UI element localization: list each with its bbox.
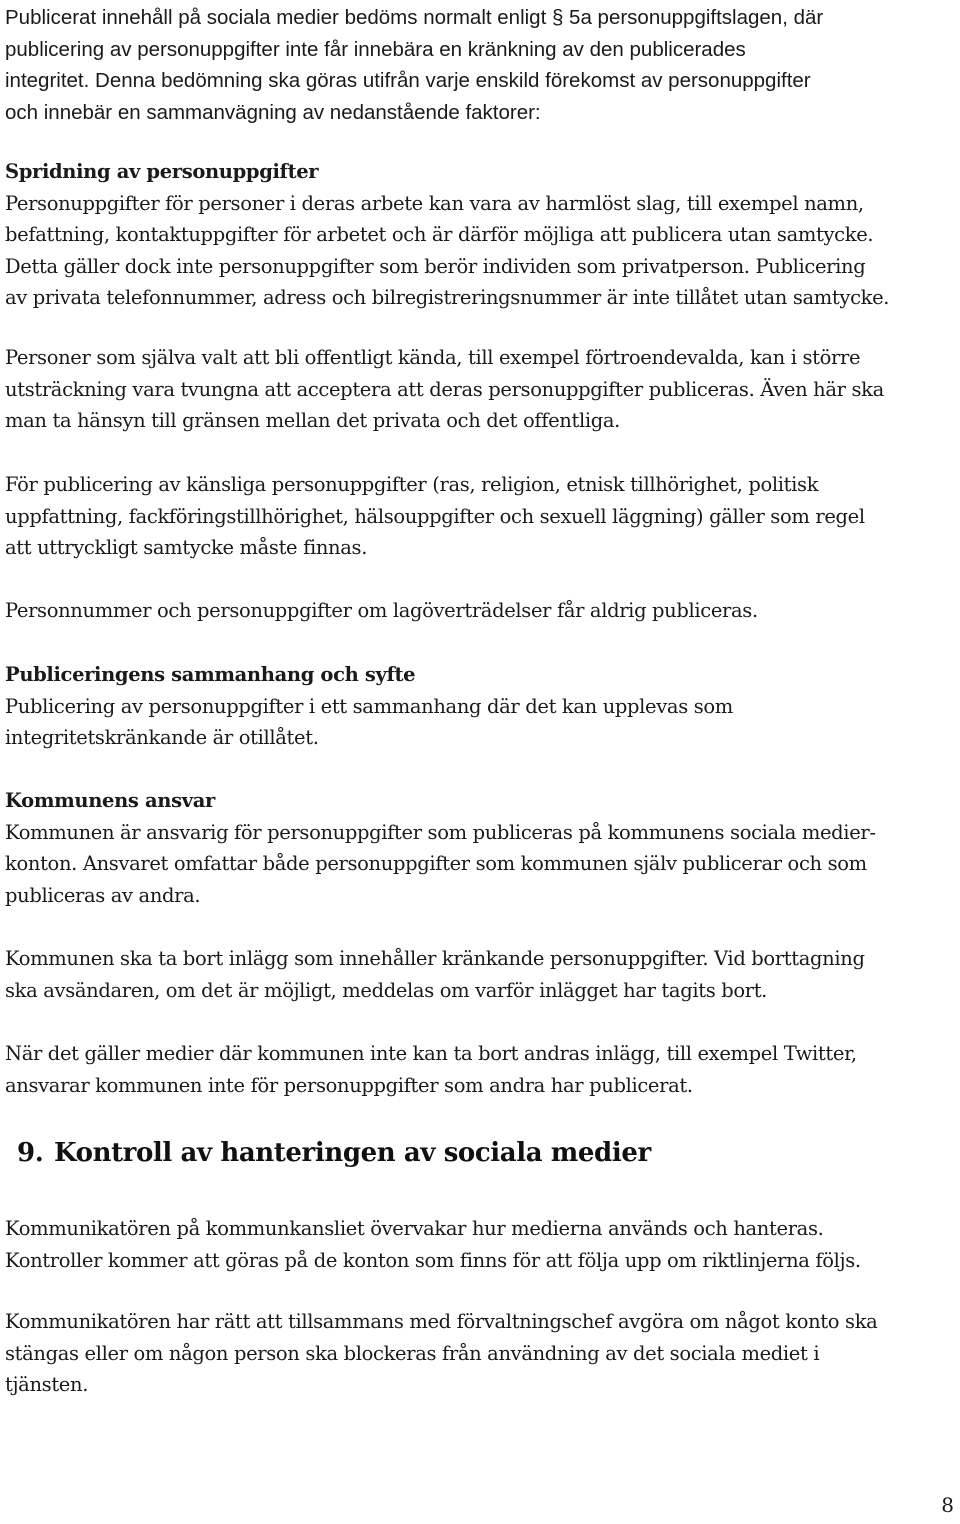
text-line: och innebär en sammanvägning av nedanstående faktorer: (5, 100, 541, 124)
text-line: Kommunikatören har rätt att tillsammans med förvaltningschef avgöra om något konto ska (5, 1310, 878, 1333)
text-line: uppfattning, fackföringstillhörighet, hälsouppgifter och sexuell läggning) gäller som regel (5, 504, 865, 528)
section-number: 9. (17, 1138, 44, 1168)
text-line: av privata telefonnummer, adress och bilregistreringsnummer är inte tillåtet utan samtycke. (5, 286, 890, 309)
text-line: Personer som själva valt att bli offentligt kända, till exempel förtroendevalda, kan i större (5, 346, 861, 369)
text-line: Kommunen ska ta bort inlägg som innehåller kränkande personuppgifter. Vid borttagning (5, 947, 865, 970)
kontroll-paragraph (5, 1213, 955, 1276)
page-number: 8 (941, 1493, 954, 1517)
text-line: konton. Ansvaret omfattar både personuppgifter som kommunen själv publicerar och som (5, 852, 867, 875)
text-line: Kontroller kommer att göras på de konton som finns för att följa upp om riktlinjerna följs. (5, 1248, 861, 1272)
intro-paragraph (5, 2, 955, 128)
twitter-paragraph (5, 1038, 955, 1101)
section-heading: Publiceringens sammanhang och syfte (5, 663, 416, 686)
kansliga-paragraph (5, 469, 955, 564)
text-line: befattning, kontaktuppgifter för arbetet och är därför möjliga att publicera utan samtycke. (5, 223, 874, 246)
text-line: När det gäller medier där kommunen inte kan ta bort andras inlägg, till exempel Twitter, (5, 1042, 857, 1065)
section-heading: Kommunens ansvar (5, 789, 215, 812)
text-line: Publicerat innehåll på sociala medier bedöms normalt enligt § 5a personuppgiftslagen, där (5, 6, 824, 29)
text-line: ska avsändaren, om det är möjligt, meddelas om varför inlägget har tagits bort. (5, 978, 768, 1002)
text-line: Kommunen är ansvarig för personuppgifter som publiceras på kommunens sociala medier- (5, 820, 876, 844)
text-line: tjänsten. (5, 1373, 89, 1396)
stangas-paragraph (5, 1306, 955, 1401)
text-line: För publicering av känsliga personuppgifter (ras, religion, etnisk tillhörighet, politisk (5, 473, 819, 496)
text-line: integritetskränkande är otillåtet. (5, 726, 319, 749)
text-line: Detta gäller dock inte personuppgifter som berör individen som privatperson. Publicering (5, 254, 866, 278)
text-line: publicering av personuppgifter inte får innebära en kränkning av den publicerades (5, 37, 746, 61)
text-line: publiceras av andra. (5, 883, 201, 907)
text-line: utsträckning vara tvungna att acceptera att deras personuppgifter publiceras. Även här ska (5, 377, 884, 401)
text-line: Personuppgifter för personer i deras arbete kan vara av harmlöst slag, till exempel namn, (5, 191, 864, 215)
tabort-paragraph (5, 943, 955, 1006)
section-9-heading (17, 1133, 651, 1173)
text-line: att uttryckligt samtycke måste finnas. (5, 536, 368, 559)
text-line: man ta hänsyn till gränsen mellan det privata och det offentliga. (5, 409, 620, 432)
text-line: Kommunikatören på kommunkansliet övervakar hur medierna används och hanteras. (5, 1217, 824, 1240)
text-line: stängas eller om någon person ska blockeras från användning av det sociala mediet i (5, 1341, 820, 1365)
ansvar-section (5, 785, 955, 911)
text-line: Personnummer och personuppgifter om lagöverträdelser får aldrig publiceras. (5, 599, 758, 622)
section-heading: Spridning av personuppgifter (5, 160, 319, 183)
spridning-section (5, 156, 955, 314)
text-line: integritet. Denna bedömning ska göras utifrån varje enskild förekomst av personuppgifter (5, 69, 811, 92)
personnummer-paragraph (5, 595, 955, 627)
personer-paragraph (5, 342, 955, 437)
section-title: Kontroll av hanteringen av sociala medier (54, 1138, 651, 1168)
sammanhang-section (5, 659, 955, 754)
text-line: ansvarar kommunen inte för personuppgifter som andra har publicerat. (5, 1073, 693, 1097)
text-line: Publicering av personuppgifter i ett sammanhang där det kan upplevas som (5, 694, 733, 718)
